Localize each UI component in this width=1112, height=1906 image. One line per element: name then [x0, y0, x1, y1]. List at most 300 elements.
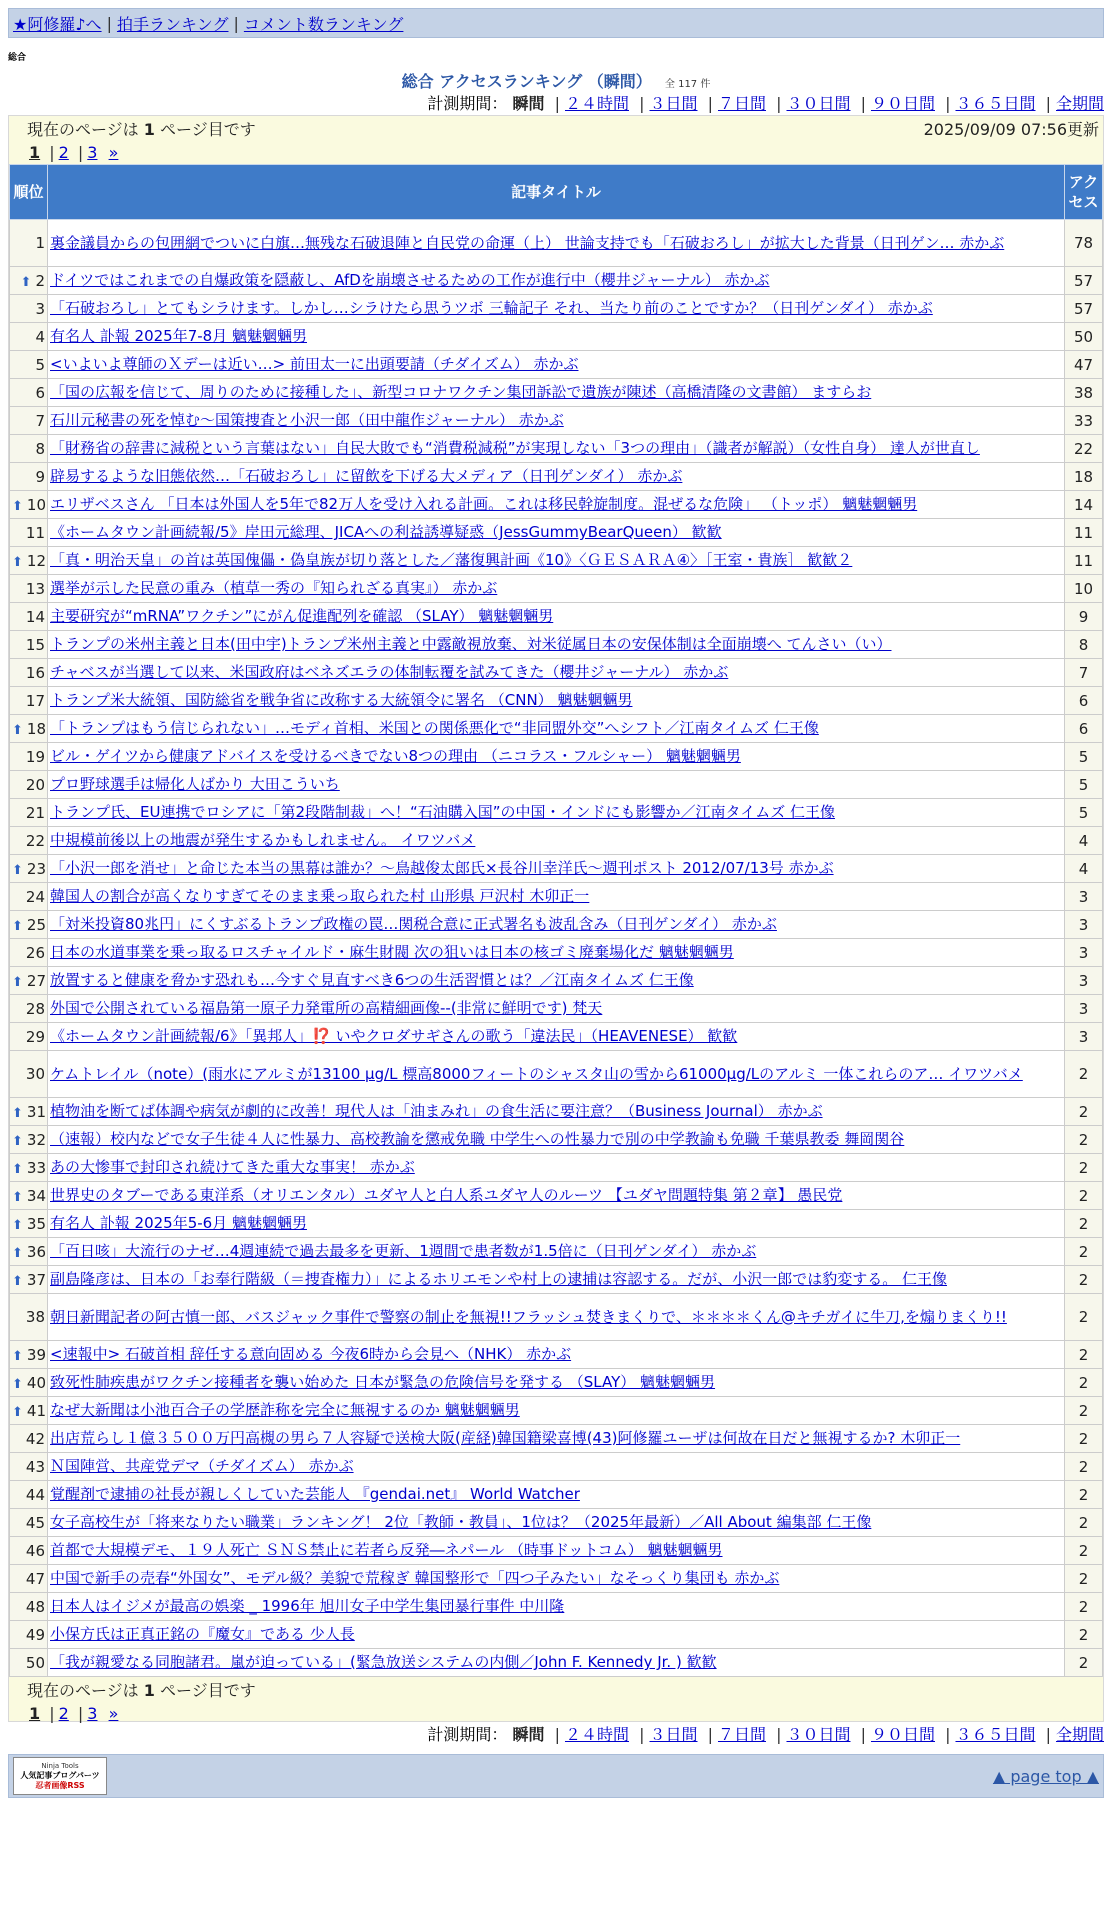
rank-cell	[10, 939, 48, 967]
title-cell	[48, 1341, 1065, 1369]
article-title-link[interactable]: ビル・ゲイツから健康アドバイスを受けるべきでない8つの理由 （ニコラス・フルシャー） 魑魅魍魎男	[50, 747, 741, 765]
access-count: 7	[1065, 659, 1103, 687]
title-cell	[48, 743, 1065, 771]
table-row	[10, 687, 1103, 715]
rank-number: 24	[25, 887, 45, 906]
rank-number: 37	[26, 1270, 46, 1289]
table-row	[10, 1481, 1103, 1509]
comment-ranking-link[interactable]: コメント数ランキング	[243, 14, 404, 34]
access-count: 3	[1065, 995, 1103, 1023]
rank-cell	[10, 659, 48, 687]
rank-up-arrow-icon: ⬆	[12, 554, 23, 570]
title-cell	[48, 1565, 1065, 1593]
article-title-link[interactable]: プロ野球選手は帰化人ばかり 大田こういち	[50, 775, 340, 793]
article-title-link[interactable]: 首都で大規模デモ、１９人死亡 ＳＮＳ禁止に若者ら反発―ネパール （時事ドットコム） 魑魅魍魎男	[50, 1541, 723, 1559]
access-count: 38	[1065, 379, 1103, 407]
rank-number: 47	[25, 1569, 45, 1588]
top-navigation	[8, 8, 1104, 38]
rank-up-arrow-icon: ⬆	[12, 722, 23, 738]
access-count: 2	[1065, 1294, 1103, 1341]
article-title-link[interactable]: 《ホームタウン計画続報/6》「異邦人」⁉️ いやクロダサギさんの歌う「違法民」（HEAVENESE） 歓歓	[50, 1027, 738, 1045]
title-cell	[48, 1621, 1065, 1649]
access-count: 2	[1065, 1509, 1103, 1537]
access-count: 2	[1065, 1154, 1103, 1182]
page-current: 1	[29, 143, 41, 162]
title-cell	[48, 220, 1065, 267]
title-cell	[48, 1238, 1065, 1266]
rank-number: 12	[26, 551, 46, 570]
updated-timestamp: 2025/09/09 07:56更新	[923, 120, 1099, 139]
article-title-link[interactable]: 韓国人の割合が高くなりすぎてそのまま乗っ取られた村 山形県 戸沢村 木卯正一	[50, 887, 590, 905]
access-count: 6	[1065, 715, 1103, 743]
article-title-link[interactable]: ドイツではこれまでの自爆政策を隠蔽し、AfDを崩壊させるための工作が進行中（櫻井ジャーナル） 赤かぶ	[50, 271, 770, 289]
rank-cell	[10, 295, 48, 323]
access-count: 50	[1065, 323, 1103, 351]
period-3d-bottom[interactable]: ３日間	[649, 1725, 698, 1744]
table-row	[10, 911, 1103, 939]
page-link-3-bottom[interactable]: 3	[87, 1704, 98, 1723]
access-count: 5	[1065, 743, 1103, 771]
article-title-link[interactable]: トランプの米州主義と日本(田中宇)トランプ米州主義と中露敵視放棄、対米従属日本の安保体制は全面崩壊へ てんさい（い）	[50, 635, 892, 653]
title-cell	[48, 995, 1065, 1023]
rank-number: 32	[26, 1130, 46, 1149]
title-cell	[48, 1023, 1065, 1051]
access-count: 57	[1065, 295, 1103, 323]
table-row	[10, 1453, 1103, 1481]
article-title-link[interactable]: 出店荒らし１億３５００万円高槻の男ら７人容疑で送検大阪(産経)韓国籍梁喜博(43)阿修羅ユーザは何故在日だと無視するか? 木卯正一	[50, 1429, 961, 1447]
access-count: 3	[1065, 883, 1103, 911]
access-count: 11	[1065, 519, 1103, 547]
rank-cell	[10, 1621, 48, 1649]
title-cell	[48, 715, 1065, 743]
table-row	[10, 1210, 1103, 1238]
table-row	[10, 1051, 1103, 1098]
rank-cell	[10, 1023, 48, 1051]
rank-cell	[10, 1397, 48, 1425]
rank-cell	[10, 771, 48, 799]
article-title-link[interactable]: 「国の広報を信じて、周りのために接種した」、新型コロナワクチン集団訴訟で遺族が陳述（高橋清隆の文書館） ますらお	[50, 383, 872, 401]
article-title-link[interactable]: トランプ米大統領、国防総省を戦争省に改称する大統領令に署名 （CNN） 魑魅魍魎男	[50, 691, 633, 709]
article-title-link[interactable]: あの大惨事で封印され続けてきた重大な事実！ 赤かぶ	[50, 1158, 415, 1176]
article-title-link[interactable]: 植物油を断てば体調や病気が劇的に改善！現代人は「油まみれ」の食生活に要注意？（Business Journal） 赤かぶ	[50, 1102, 823, 1120]
article-title-link[interactable]: 石川元秘書の死を悼む～国策捜査と小沢一郎（田中龍作ジャーナル） 赤かぶ	[50, 411, 564, 429]
table-row	[10, 1154, 1103, 1182]
table-row	[10, 575, 1103, 603]
title-cell	[48, 1453, 1065, 1481]
rank-cell	[10, 220, 48, 267]
rank-up-arrow-icon: ⬆	[12, 1189, 23, 1205]
rank-number: 41	[26, 1401, 46, 1420]
rank-number: 19	[25, 747, 45, 766]
rank-up-arrow-icon: ⬆	[12, 1404, 23, 1420]
title-cell	[48, 827, 1065, 855]
rank-number: 40	[26, 1373, 46, 1392]
page-next-link[interactable]: »	[108, 143, 119, 162]
rank-number: 31	[26, 1102, 46, 1121]
rank-number: 27	[26, 971, 46, 990]
rank-cell	[10, 911, 48, 939]
period-24h-bottom[interactable]: ２４時間	[564, 1725, 629, 1744]
article-title-link[interactable]: 覚醒剤で逮捕の社長が親しくしていた芸能人 『gendai.net』 World Watcher	[50, 1485, 580, 1503]
article-title-link[interactable]: <いよいよ尊師のＸデーは近い…> 前田太一に出頭要請（チダイズム） 赤かぶ	[50, 355, 579, 373]
ninja-tools-banner[interactable]	[13, 1757, 107, 1795]
header-title: 記事タイトル	[48, 165, 1065, 220]
rank-cell	[10, 435, 48, 463]
rank-up-arrow-icon: ⬆	[12, 862, 23, 878]
table-row	[10, 1369, 1103, 1397]
rank-cell	[10, 1369, 48, 1397]
title-cell	[48, 1294, 1065, 1341]
period-90d-bottom[interactable]: ９０日間	[870, 1725, 935, 1744]
table-row	[10, 1126, 1103, 1154]
period-30d[interactable]: ３０日間	[786, 94, 851, 113]
table-row	[10, 1509, 1103, 1537]
rank-number: 1	[35, 234, 45, 252]
rank-up-arrow-icon: ⬆	[12, 1161, 23, 1177]
period-label: 計測期間：	[427, 94, 508, 113]
article-title-link[interactable]: ケムトレイル（note）(雨水にアルミが13100 μg/L 標高8000フィートのシャスタ山の雪から61000μg/Lのアルミ 一体これらのア… イワツバメ	[50, 1064, 1023, 1083]
table-row	[10, 1425, 1103, 1453]
page-top-link[interactable]: ▲ page top ▲	[992, 1766, 1099, 1786]
rank-number: 46	[25, 1541, 45, 1560]
table-row	[10, 1182, 1103, 1210]
access-count: 2	[1065, 1051, 1103, 1098]
table-row	[10, 1621, 1103, 1649]
rank-cell	[10, 323, 48, 351]
article-title-link[interactable]: 選挙が示した民意の重み（植草一秀の『知られざる真実』） 赤かぶ	[50, 579, 498, 597]
article-title-link[interactable]: 放置すると健康を脅かす恐れも…今すぐ見直すべき6つの生活習慣とは？／江南タイムズ 仁王像	[50, 971, 694, 989]
rank-number: 28	[25, 999, 45, 1018]
title-cell	[48, 1481, 1065, 1509]
article-title-link[interactable]: 世界史のタブーである東洋系（オリエンタル）ユダヤ人と白人系ユダヤ人のルーツ 【ユダヤ問題特集 第２章】 愚民党	[50, 1186, 843, 1204]
rank-up-arrow-icon: ⬆	[12, 1217, 23, 1233]
period-365d[interactable]: ３６５日間	[955, 94, 1036, 113]
table-row	[10, 1023, 1103, 1051]
rank-cell	[10, 1537, 48, 1565]
title-cell	[48, 519, 1065, 547]
article-title-link[interactable]: <速報中> 石破首相 辞任する意向固める 今夜6時から会見へ（NHK） 赤かぶ	[50, 1345, 572, 1363]
rank-cell	[10, 1266, 48, 1294]
table-row	[10, 1397, 1103, 1425]
rank-number: 39	[26, 1345, 46, 1364]
rank-cell	[10, 267, 48, 295]
article-title-link[interactable]: 「真・明治天皇」の首は英国傀儡・偽皇族が切り落とした／藩復興計画《10》〈ＧＥＳＡＲＡ④〉［王室・貴族］ 歓歓２	[50, 551, 853, 569]
table-row	[10, 995, 1103, 1023]
access-count: 3	[1065, 967, 1103, 995]
rank-cell	[10, 603, 48, 631]
rank-number: 15	[25, 635, 45, 654]
table-row	[10, 1593, 1103, 1621]
table-row	[10, 220, 1103, 267]
article-title-link[interactable]: 副島隆彦は、日本の「お奉行階級（＝捜査権力）」によるホリエモンや村上の逮捕は容認する。だが、小沢一郎では豹変する。 仁王像	[50, 1270, 947, 1288]
table-row	[10, 1238, 1103, 1266]
article-title-link[interactable]: 中国で新手の売春“外国女”、モデル級？美貌で荒稼ぎ 韓国整形で「四つ子みたい」なそっくり集団も 赤かぶ	[50, 1569, 780, 1587]
rank-cell	[10, 743, 48, 771]
rank-number: 34	[26, 1186, 46, 1205]
rank-number: 21	[25, 803, 45, 822]
page-link-2[interactable]: 2	[58, 143, 69, 162]
rank-cell	[10, 631, 48, 659]
ninja-line3: 忍者画像RSS	[35, 1781, 85, 1790]
table-row	[10, 855, 1103, 883]
period-24h[interactable]: ２４時間	[564, 94, 629, 113]
rank-cell	[10, 715, 48, 743]
rank-cell	[10, 379, 48, 407]
article-title-link[interactable]: 小保方氏は正真正銘の『魔女』である 少人長	[50, 1625, 355, 1643]
article-title-link[interactable]: トランプ氏、EU連携でロシアに「第2段階制裁」へ！“石油購入国”の中国・インドにも影響か／江南タイムズ 仁王像	[50, 803, 836, 821]
rank-cell	[10, 1294, 48, 1341]
pager-bottom: 現在のページは 1 ページ目です 1 | 2 | 3 »	[9, 1677, 1103, 1721]
applause-ranking-link[interactable]: 拍手ランキング	[116, 14, 229, 34]
rank-number: 22	[25, 831, 45, 850]
rank-number: 5	[35, 355, 45, 374]
period-30d-bottom[interactable]: ３０日間	[786, 1725, 851, 1744]
table-row	[10, 1537, 1103, 1565]
access-count: 22	[1065, 435, 1103, 463]
title-row	[8, 69, 1104, 91]
table-row	[10, 463, 1103, 491]
rank-number: 43	[25, 1457, 45, 1476]
access-count: 2	[1065, 1098, 1103, 1126]
table-row	[10, 631, 1103, 659]
title-cell	[48, 1509, 1065, 1537]
article-title-link[interactable]: 「対米投資80兆円」にくすぶるトランプ政権の罠…関税合意に正式署名も波乱含み（日刊ゲンダイ） 赤かぶ	[50, 915, 777, 933]
rank-number: 29	[25, 1027, 45, 1046]
rank-number: 4	[35, 327, 45, 346]
article-title-link[interactable]: 有名人 訃報 2025年5-6月 魑魅魍魎男	[50, 1214, 307, 1232]
rank-cell	[10, 1593, 48, 1621]
article-title-link[interactable]: なぜ大新聞は小池百合子の学歴詐称を完全に無視するのか 魑魅魍魎男	[50, 1401, 520, 1419]
period-all-bottom[interactable]: 全期間	[1055, 1725, 1104, 1744]
ninja-line2: 人気記事ブログパーツ	[20, 1771, 100, 1780]
access-count: 14	[1065, 491, 1103, 519]
access-count: 33	[1065, 407, 1103, 435]
title-cell	[48, 1537, 1065, 1565]
title-cell	[48, 1266, 1065, 1294]
rank-up-arrow-icon: ⬆	[12, 1133, 23, 1149]
rank-cell	[10, 1051, 48, 1098]
access-count: 47	[1065, 351, 1103, 379]
rank-up-arrow-icon: ⬆	[12, 1245, 23, 1261]
access-count: 2	[1065, 1397, 1103, 1425]
title-cell	[48, 939, 1065, 967]
nav-separator: |	[233, 13, 239, 33]
article-title-link[interactable]: 日本の水道事業を乗っ取るロスチャイルド・麻生財閥 次の狙いは日本の核ゴミ廃棄場化だ 魑魅魍魎男	[50, 943, 734, 961]
table-row	[10, 379, 1103, 407]
rank-cell	[10, 1238, 48, 1266]
title-cell	[48, 1425, 1065, 1453]
rank-cell	[10, 995, 48, 1023]
total-count: 全 117 件	[664, 79, 711, 90]
access-count: 2	[1065, 1593, 1103, 1621]
page-link-3[interactable]: 3	[87, 143, 98, 162]
access-count: 3	[1065, 911, 1103, 939]
table-row	[10, 1294, 1103, 1341]
table-row	[10, 1565, 1103, 1593]
table-row	[10, 267, 1103, 295]
rank-cell	[10, 575, 48, 603]
rank-number: 2	[35, 271, 45, 290]
access-count: 18	[1065, 463, 1103, 491]
article-title-link[interactable]: エリザベスさん 「日本は外国人を5年で82万人を受け入れる計画。これは移民幹旋制度。混ぜるな危険」 （トッポ） 魑魅魍魎男	[50, 495, 918, 513]
ninja-line1: Ninja Tools	[41, 1762, 79, 1770]
table-row	[10, 295, 1103, 323]
table-row	[10, 771, 1103, 799]
rank-cell	[10, 855, 48, 883]
article-title-link[interactable]: 「小沢一郎を消せ」と命じた本当の黒幕は誰か？～鳥越俊太郎氏×長谷川幸洋氏～週刊ポスト 2012/07/13号 赤かぶ	[50, 859, 834, 877]
rank-number: 25	[26, 915, 46, 934]
rank-up-arrow-icon: ⬆	[12, 918, 23, 934]
table-row	[10, 519, 1103, 547]
rank-up-arrow-icon: ⬆	[20, 274, 32, 290]
period-3d[interactable]: ３日間	[649, 94, 698, 113]
period-current: 瞬間	[512, 94, 545, 113]
period-7d-bottom[interactable]: ７日間	[717, 1725, 766, 1744]
access-count: 2	[1065, 1182, 1103, 1210]
access-count: 2	[1065, 1266, 1103, 1294]
article-title-link[interactable]: 女子高校生が「将来なりたい職業」ランキング！ 2位「教師・教員」、1位は？（2025年最新）／All About 編集部 仁王像	[50, 1513, 872, 1531]
rank-number: 33	[26, 1158, 46, 1177]
article-title-link[interactable]: Ｎ国陣営、共産党デマ（チダイズム） 赤かぶ	[50, 1457, 354, 1475]
pager-top: 現在のページは 1 ページ目です 2025/09/09 07:56更新 1 | 2 | 3 »	[9, 116, 1103, 164]
title-cell	[48, 1126, 1065, 1154]
footer	[8, 1754, 1104, 1798]
table-row	[10, 939, 1103, 967]
period-all[interactable]: 全期間	[1055, 94, 1104, 113]
rank-number: 23	[26, 859, 46, 878]
access-count: 8	[1065, 631, 1103, 659]
period-selector-bottom: 計測期間： 瞬間 | ２４時間 | ３日間 | ７日間 | ３０日間 | ９０日間 | ３６５日間 | 全期間	[427, 1725, 1104, 1744]
article-title-link[interactable]: 中規模前後以上の地震が発生するかもしれません。 イワツバメ	[50, 831, 476, 849]
rank-number: 9	[35, 467, 45, 486]
table-row	[10, 435, 1103, 463]
access-count: 4	[1065, 827, 1103, 855]
ranking-box	[8, 115, 1104, 1722]
access-count: 2	[1065, 1210, 1103, 1238]
table-row	[10, 967, 1103, 995]
table-row	[10, 743, 1103, 771]
rank-cell	[10, 1425, 48, 1453]
table-row	[10, 799, 1103, 827]
article-title-link[interactable]: 「我が親愛なる同胞諸君。嵐が迫っている」(緊急放送システムの内側／John F. Kennedy Jr. ) 歓歓	[50, 1653, 717, 1671]
title-cell	[48, 491, 1065, 519]
rank-number: 3	[35, 299, 45, 318]
access-count: 2	[1065, 1621, 1103, 1649]
page-title: 総合 アクセスランキング （瞬間）	[401, 72, 652, 91]
table-row	[10, 883, 1103, 911]
article-title-link[interactable]: 有名人 訃報 2025年7-8月 魑魅魍魎男	[50, 327, 307, 345]
rank-number: 49	[25, 1625, 45, 1644]
rank-number: 14	[25, 607, 45, 626]
home-link[interactable]: ★阿修羅♪へ	[13, 14, 102, 34]
rank-up-arrow-icon: ⬆	[12, 974, 23, 990]
article-title-link[interactable]: 主要研究が“mRNA”ワクチン”にがん促進配列を確認 （SLAY） 魑魅魍魎男	[50, 607, 554, 625]
title-cell	[48, 407, 1065, 435]
rank-number: 26	[25, 943, 45, 962]
period-90d[interactable]: ９０日間	[870, 94, 935, 113]
title-cell	[48, 379, 1065, 407]
rank-number: 36	[26, 1242, 46, 1261]
title-cell	[48, 883, 1065, 911]
period-365d-bottom[interactable]: ３６５日間	[955, 1725, 1036, 1744]
article-title-link[interactable]: 「トランプはもう信じられない」…モディ首相、米国との関係悪化で“非同盟外交”へシフト／江南タイムズ 仁王像	[50, 719, 819, 737]
table-row	[10, 547, 1103, 575]
title-cell	[48, 351, 1065, 379]
table-header-row	[10, 165, 1103, 220]
title-cell	[48, 1210, 1065, 1238]
table-row	[10, 351, 1103, 379]
article-title-link[interactable]: 外国で公開されている福島第一原子力発電所の高精細画像--(非常に鮮明です) 梵天	[50, 999, 603, 1017]
rank-number: 11	[25, 523, 45, 542]
title-cell	[48, 575, 1065, 603]
period-current-bottom: 瞬間	[512, 1725, 545, 1744]
period-7d[interactable]: ７日間	[717, 94, 766, 113]
rank-cell	[10, 1154, 48, 1182]
title-cell	[48, 799, 1065, 827]
page-link-2-bottom[interactable]: 2	[58, 1704, 69, 1723]
rank-cell	[10, 1098, 48, 1126]
article-title-link[interactable]: 日本人はイジメが最高の娯楽 _ 1996年 旭川女子中学生集団暴行事件 中川隆	[50, 1597, 565, 1615]
period-label-bottom: 計測期間：	[427, 1725, 508, 1744]
article-title-link[interactable]: チャベスが当選して以来、米国政府はベネズエラの体制転覆を試みてきた（櫻井ジャーナル） 赤かぶ	[50, 663, 729, 681]
article-title-link[interactable]: 「石破おろし」とてもシラけます。しかし…シラけたら思うツボ 三輪記子 それ、当たり前のことですか？（日刊ゲンダイ） 赤かぶ	[50, 299, 933, 317]
table-row	[10, 1649, 1103, 1677]
article-title-link[interactable]: 裏金議員からの包囲網でついに白旗…無残な石破退陣と自民党の命運（上） 世論支持でも「石破おろし」が拡大した背景（日刊ゲン… 赤かぶ	[50, 233, 1005, 252]
title-cell	[48, 687, 1065, 715]
rank-number: 8	[35, 439, 45, 458]
access-count: 2	[1065, 1341, 1103, 1369]
rank-number: 50	[25, 1653, 45, 1672]
title-cell	[48, 1182, 1065, 1210]
current-page-text: 現在のページは 1 ページ目です	[27, 120, 256, 139]
article-title-link[interactable]: 「財務省の辞書に減税という言葉はない」自民大敗でも“消費税減税”が実現しない「3つの理由」（識者が解説）（女性自身） 達人が世直し	[50, 439, 980, 457]
rank-cell	[10, 883, 48, 911]
rank-up-arrow-icon: ⬆	[12, 1348, 23, 1364]
header-rank: 順位	[10, 165, 48, 220]
article-title-link[interactable]: （速報）校内などで女子生徒４人に性暴力、高校教諭を懲戒免職 中学生への性暴力で別の中学教諭も免職 千葉県教委 舞岡関谷	[50, 1130, 905, 1148]
title-cell	[48, 547, 1065, 575]
table-row	[10, 715, 1103, 743]
rank-number: 38	[25, 1308, 45, 1326]
rank-up-arrow-icon: ⬆	[12, 1105, 23, 1121]
access-count: 3	[1065, 1023, 1103, 1051]
rank-cell	[10, 799, 48, 827]
table-row	[10, 407, 1103, 435]
article-title-link[interactable]: 「百日咳」大流行のナゼ…4週連続で過去最多を更新、1週間で患者数が1.5倍に（日刊ゲンダイ） 赤かぶ	[50, 1242, 757, 1260]
access-count: 2	[1065, 1238, 1103, 1266]
section-tag: 総合	[8, 53, 27, 63]
rank-cell	[10, 687, 48, 715]
rank-up-arrow-icon: ⬆	[12, 498, 23, 514]
article-title-link[interactable]: 朝日新聞記者の阿古慎一郎、バスジャック事件で警察の制止を無視!!フラッシュ焚きまくりで、＊＊＊＊くん@キチガイに牛刀,を煽りまくり!!	[50, 1307, 1007, 1326]
rank-number: 6	[35, 383, 45, 402]
rank-cell	[10, 1126, 48, 1154]
rank-cell	[10, 1453, 48, 1481]
page-next-link-bottom[interactable]: »	[108, 1704, 119, 1723]
access-count: 2	[1065, 1649, 1103, 1677]
article-title-link[interactable]: 辟易するような旧態依然…「石破おろし」に留飲を下げる大メディア（日刊ゲンダイ） 赤かぶ	[50, 467, 683, 485]
rank-cell	[10, 547, 48, 575]
title-cell	[48, 1369, 1065, 1397]
article-title-link[interactable]: 致死性肺疾患がワクチン接種者を襲い始めた 日本が緊急の危険信号を発する （SLAY） 魑魅魍魎男	[50, 1373, 716, 1391]
article-title-link[interactable]: 《ホームタウン計画続報/5》岸田元総理、JICAへの利益誘導疑惑（JessGummyBearQueen） 歓歓	[50, 523, 722, 541]
title-cell	[48, 323, 1065, 351]
rank-number: 45	[25, 1513, 45, 1532]
title-cell	[48, 603, 1065, 631]
rank-number: 35	[26, 1214, 46, 1233]
title-cell	[48, 1649, 1065, 1677]
rank-cell	[10, 351, 48, 379]
